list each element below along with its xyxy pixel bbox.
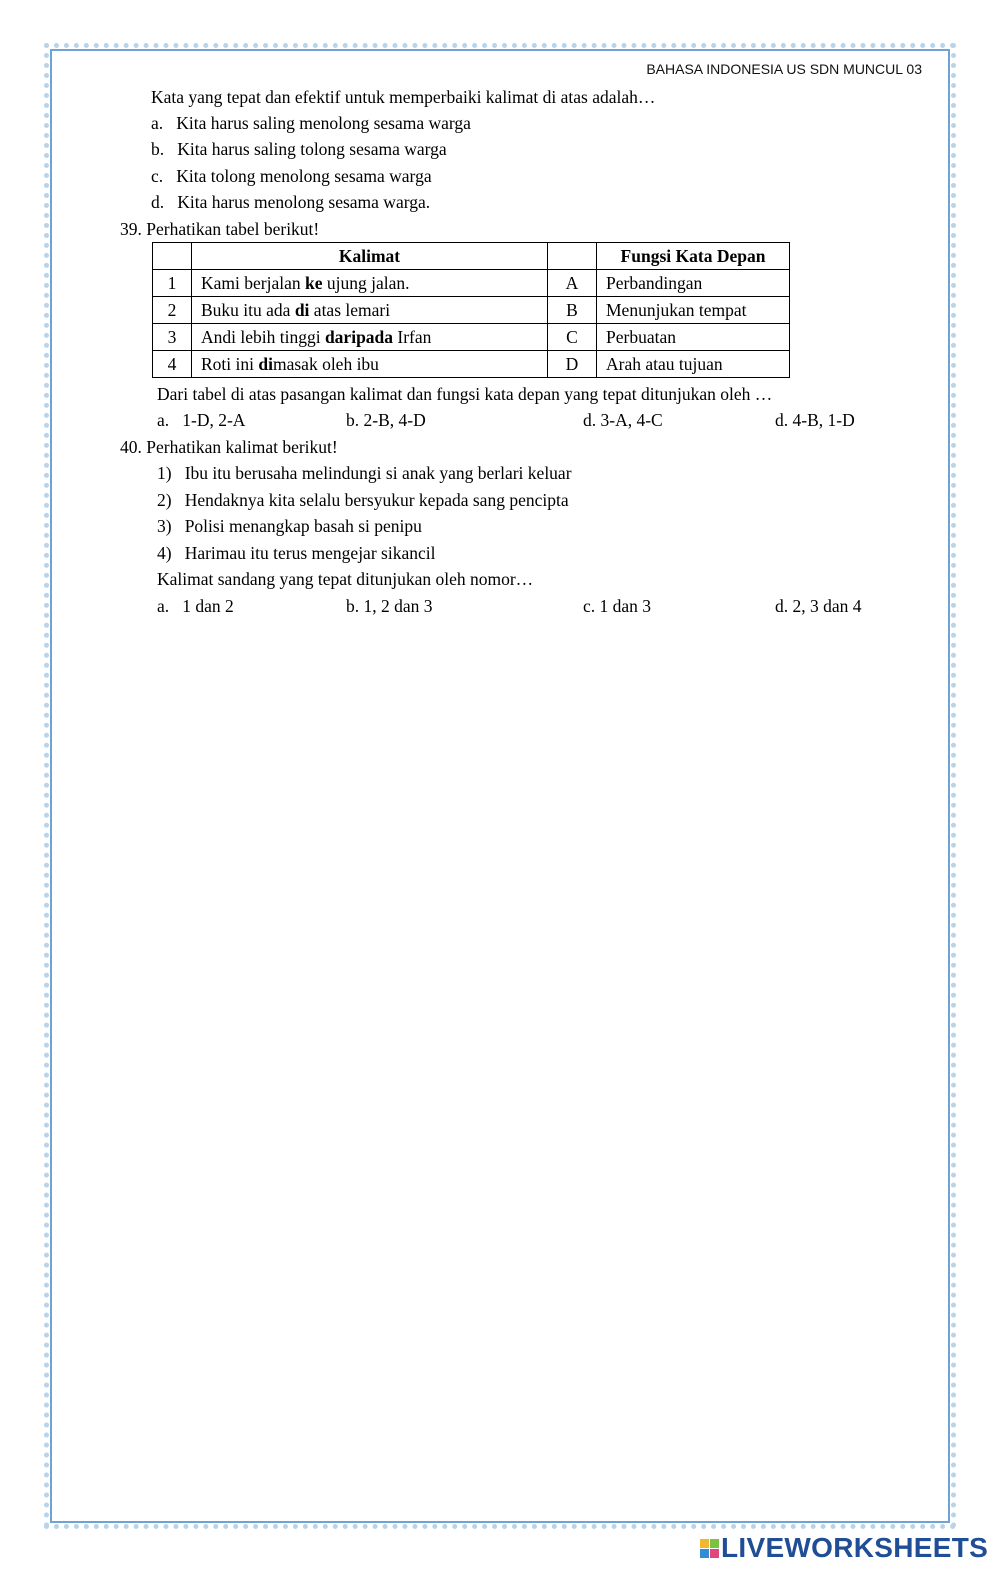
row-kalimat	[192, 351, 548, 378]
q38-prompt: Kata yang tepat dan efektif untuk memperbaiki kalimat di atas adalah…	[151, 87, 656, 107]
row-kalimat	[192, 297, 548, 324]
q40-prompt: 40. Perhatikan kalimat berikut!	[120, 437, 338, 457]
table-row	[153, 297, 790, 324]
q38-option-d: d. Kita harus menolong sesama warga.	[151, 192, 431, 212]
q39-option-d: d. 4-B, 1-D	[775, 410, 855, 430]
q40-item-2: 2) Hendaknya kita selalu bersyukur kepada sang pencipta	[157, 490, 569, 510]
header-empty-num	[153, 243, 192, 270]
row-letter: B	[548, 297, 597, 324]
q38-option-c: c. Kita tolong menolong sesama warga	[151, 166, 432, 186]
kalimat-text: Kami berjalan	[201, 273, 305, 293]
q40-option-d: d. 2, 3 dan 4	[775, 596, 862, 616]
kalimat-text: atas lemari	[309, 300, 391, 320]
row-number: 2	[153, 297, 192, 324]
kata-depan-bold: di	[294, 300, 310, 320]
header-fungsi: Fungsi Kata Depan	[597, 243, 790, 270]
q40-option-a: a. 1 dan 2	[157, 596, 234, 616]
kalimat-text: Roti ini	[201, 354, 259, 374]
row-fungsi: Perbuatan	[597, 324, 790, 351]
header-empty-letter	[548, 243, 597, 270]
kalimat-text: Andi lebih tinggi	[201, 327, 325, 347]
q40-item-3: 3) Polisi menangkap basah si penipu	[157, 516, 422, 536]
header-kalimat: Kalimat	[192, 243, 548, 270]
row-fungsi: Arah atau tujuan	[597, 351, 790, 378]
kata-depan-table	[152, 242, 790, 378]
table-header-row	[153, 243, 790, 270]
q40-item-4: 4) Harimau itu terus mengejar sikancil	[157, 543, 436, 563]
row-letter: A	[548, 270, 597, 297]
row-number: 4	[153, 351, 192, 378]
kalimat-text: ujung jalan.	[322, 273, 410, 293]
q39-option-a: a. 1-D, 2-A	[157, 410, 246, 430]
row-fungsi: Perbandingan	[597, 270, 790, 297]
table-row	[153, 270, 790, 297]
row-kalimat	[192, 324, 548, 351]
table-row	[153, 351, 790, 378]
liveworksheets-logo-text: LIVEWORKSHEETS	[721, 1532, 989, 1563]
q39-prompt: 39. Perhatikan tabel berikut!	[120, 219, 320, 239]
kalimat-text: Buku itu ada	[201, 300, 295, 320]
liveworksheets-logo	[700, 1531, 988, 1565]
row-letter: C	[548, 324, 597, 351]
kata-depan-bold: ke	[304, 273, 323, 293]
kata-depan-bold: di	[258, 354, 273, 374]
table-row	[153, 324, 790, 351]
q39-question: Dari tabel di atas pasangan kalimat dan fungsi kata depan yang tepat ditunjukan oleh …	[157, 384, 773, 404]
q40-item-1: 1) Ibu itu berusaha melindungi si anak yang berlari keluar	[157, 463, 572, 483]
row-letter: D	[548, 351, 597, 378]
q38-option-a: a. Kita harus saling menolong sesama warga	[151, 113, 471, 133]
row-number: 1	[153, 270, 192, 297]
q40-question: Kalimat sandang yang tepat ditunjukan oleh nomor…	[157, 569, 534, 589]
q40-option-b: b. 1, 2 dan 3	[346, 596, 433, 616]
page-header: BAHASA INDONESIA US SDN MUNCUL 03	[646, 61, 922, 77]
q39-option-c: d. 3-A, 4-C	[583, 410, 663, 430]
row-number: 3	[153, 324, 192, 351]
row-kalimat	[192, 270, 548, 297]
q39-option-b: b. 2-B, 4-D	[346, 410, 426, 430]
row-fungsi: Menunjukan tempat	[597, 297, 790, 324]
q40-option-c: c. 1 dan 3	[583, 596, 652, 616]
liveworksheets-logo-icon	[700, 1539, 719, 1558]
kalimat-text: masak oleh ibu	[272, 354, 379, 374]
kalimat-text: Irfan	[393, 327, 432, 347]
kata-depan-bold: daripada	[324, 327, 394, 347]
q38-option-b: b. Kita harus saling tolong sesama warga	[151, 139, 447, 159]
